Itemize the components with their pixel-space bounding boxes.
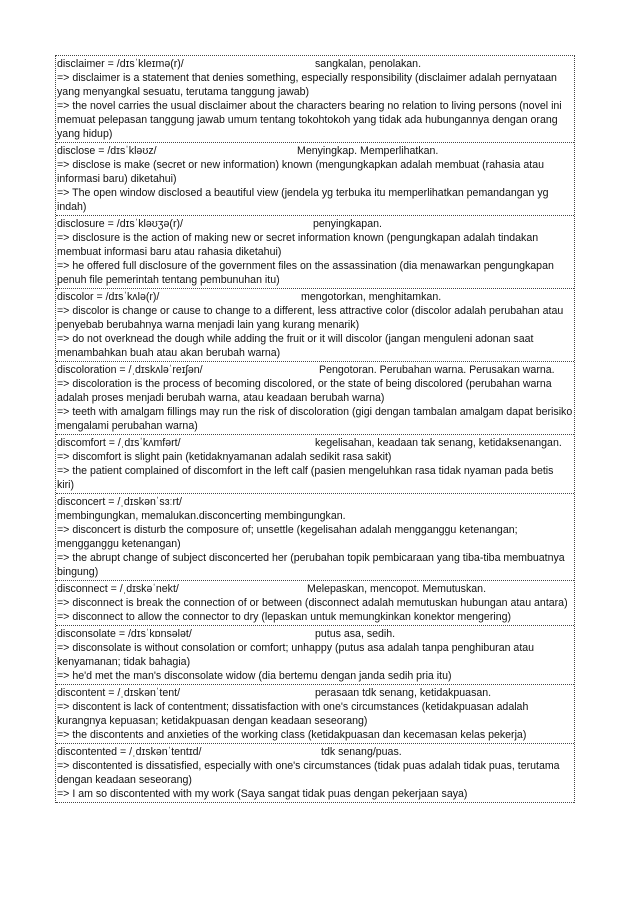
entry-term: discomfort = /ˌdɪsˈkʌmfərt/ [57,437,181,449]
entry-headword-line [57,363,573,377]
entry-example-line: => the discontents and anxieties of the working class (ketidakpuasan dan kecemasan kelas pekerja) [57,729,527,741]
entry-example-line: => disconnect is break the connection of or between (disconnect adalah memutuskan hubungan atau antara) [57,597,568,609]
dictionary-entry [56,289,574,362]
entry-meaning: mengotorkan, menghitamkan. [301,291,442,303]
entry-example-line: => disclose is make (secret or new information) known (mengungkapkan adalah membuat (rahasia atau informasi baru) diketahui) [57,159,544,185]
entry-headword-line [57,686,573,700]
entry-example-line: => the patient complained of discomfort in the left calf (pasien mengeluhkan rasa tidak nyaman pada betis kiri) [57,465,554,491]
entry-headword-line [57,582,573,596]
entry-meaning: tdk senang/puas. [321,746,402,758]
dictionary-entry [56,626,574,685]
entry-term: discontent = /ˌdɪskənˈtent/ [57,687,181,699]
entry-example-line: => teeth with amalgam fillings may run the risk of discoloration (gigi dengan tambalan amalgam dapat berisiko mengalami perubahan warna) [57,406,573,432]
entry-headword-line [57,745,573,759]
entry-example-line: => The open window disclosed a beautiful view (jendela yg terbuka itu memperlihatkan pemandangan yg indah) [57,187,549,213]
entry-example-line: => disconcert is disturb the composure of; unsettle (kegelisahan adalah mengganggu ketenangan; mengganggu ketenangan) [57,524,518,550]
entry-term: disconsolate = /dɪsˈkɒnsələt/ [57,628,192,640]
dictionary-entry [56,143,574,216]
entry-headword-line [57,436,573,450]
dictionary-entry [56,362,574,435]
entry-term: discolor = /dɪsˈkʌlə(r)/ [57,291,160,303]
entry-headword-line [57,144,573,158]
dictionary-entry [56,216,574,289]
entry-example-line: => the novel carries the usual disclaimer about the characters bearing no relation to living persons (novel ini memuat pelepasan tanggung jawab umum tentang tokohtokoh yang tidak ada hubungannya dengan orang yang hidup) [57,100,562,140]
entry-term: disclose = /dɪsˈkləʊz/ [57,145,157,157]
dictionary-entry [56,744,574,803]
entry-example-line: => discoloration is the process of becoming discolored, or the state of being discolored (perubahan warna adalah proses menjadi berubah warna, atau keadaan berubah warna) [57,378,552,404]
entry-example-line: => disclaimer is a statement that denies something, especially responsibility (disclaimer adalah pernyataan yang menyangkal sesuatu, terutama tanggung jawab) [57,72,557,98]
entry-headword-line [57,217,573,231]
entry-meaning: membingungkan, memalukan.disconcerting membingungkan. [57,510,346,522]
entry-headword-line [57,495,573,523]
entry-example-line: => do not overknead the dough while adding the fruit or it will discolor (jangan menguleni adonan saat menambahkan buah atau akan berubah warna) [57,333,534,359]
entry-example-line: => he offered full disclosure of the government files on the assassination (dia menawarkan pengungkapan penuh file pemerintah tentang pembunuhan itu) [57,260,554,286]
dictionary-entry [56,685,574,744]
entry-example-line: => discomfort is slight pain (ketidaknyamanan adalah sedikit rasa sakit) [57,451,392,463]
dictionary-document [55,55,575,803]
entry-term: disconcert = /ˌdɪskənˈsɜːrt/ [57,496,182,508]
entry-term: discoloration = /ˌdɪskʌləˈreɪʃən/ [57,364,203,376]
dictionary-entry [56,56,574,143]
entry-example-line: => disconsolate is without consolation or comfort; unhappy (putus asa adalah tanpa penghiburan atau kenyamanan; tidak bahagia) [57,642,535,668]
entry-term: disconnect = /ˌdɪskəˈnekt/ [57,583,179,595]
entry-term: discontented = /ˌdɪskənˈtentɪd/ [57,746,202,758]
dictionary-entry [56,435,574,494]
entry-example-line: => discontented is dissatisfied, especially with one's circumstances (tidak puas adalah tidak puas, terutama dengan keadaan seseorang) [57,760,560,786]
entry-meaning: putus asa, sedih. [315,628,396,640]
entry-headword-line [57,627,573,641]
entry-example-line: => discontent is lack of contentment; dissatisfaction with one's circumstances (ketidakpuasan adalah kurangnya kepuasan; ketidakpuasan dengan keadaan seseorang) [57,701,529,727]
dictionary-entry [56,581,574,626]
entry-example-line: => I am so discontented with my work (Saya sangat tidak puas dengan pekerjaan saya) [57,788,468,800]
entry-headword-line [57,57,573,71]
dictionary-entry [56,494,574,581]
entry-meaning: sangkalan, penolakan. [315,58,422,70]
entry-example-line: => the abrupt change of subject disconcerted her (perubahan topik pembicaraan yang tiba-tiba membuatnya bingung) [57,552,565,578]
entry-term: disclosure = /dɪsˈkləʊʒə(r)/ [57,218,183,230]
entry-meaning: perasaan tdk senang, ketidakpuasan. [315,687,492,699]
entry-headword-line [57,290,573,304]
entry-example-line: => he'd met the man's disconsolate widow (dia bertemu dengan janda sedih pria itu) [57,670,452,682]
entry-example-line: => disclosure is the action of making new or secret information known (pengungkapan adalah tindakan membuat informasi baru atau rahasia diketahui) [57,232,539,258]
entry-meaning: Melepaskan, mencopot. Memutuskan. [307,583,487,595]
entry-meaning: kegelisahan, keadaan tak senang, ketidaksenangan. [315,437,562,449]
entry-meaning: penyingkapan. [313,218,382,230]
entry-example-line: => discolor is change or cause to change to a different, less attractive color (discolor adalah perubahan atau penyebab berubahnya warna menjadi lain yang kurang menarik) [57,305,564,331]
entry-term: disclaimer = /dɪsˈkleɪmə(r)/ [57,58,184,70]
entry-example-line: => disconnect to allow the connector to dry (lepaskan untuk memungkinkan konektor mengering) [57,611,512,623]
entry-meaning: Menyingkap. Memperlihatkan. [297,145,439,157]
entry-meaning: Pengotoran. Perubahan warna. Perusakan warna. [319,364,555,376]
